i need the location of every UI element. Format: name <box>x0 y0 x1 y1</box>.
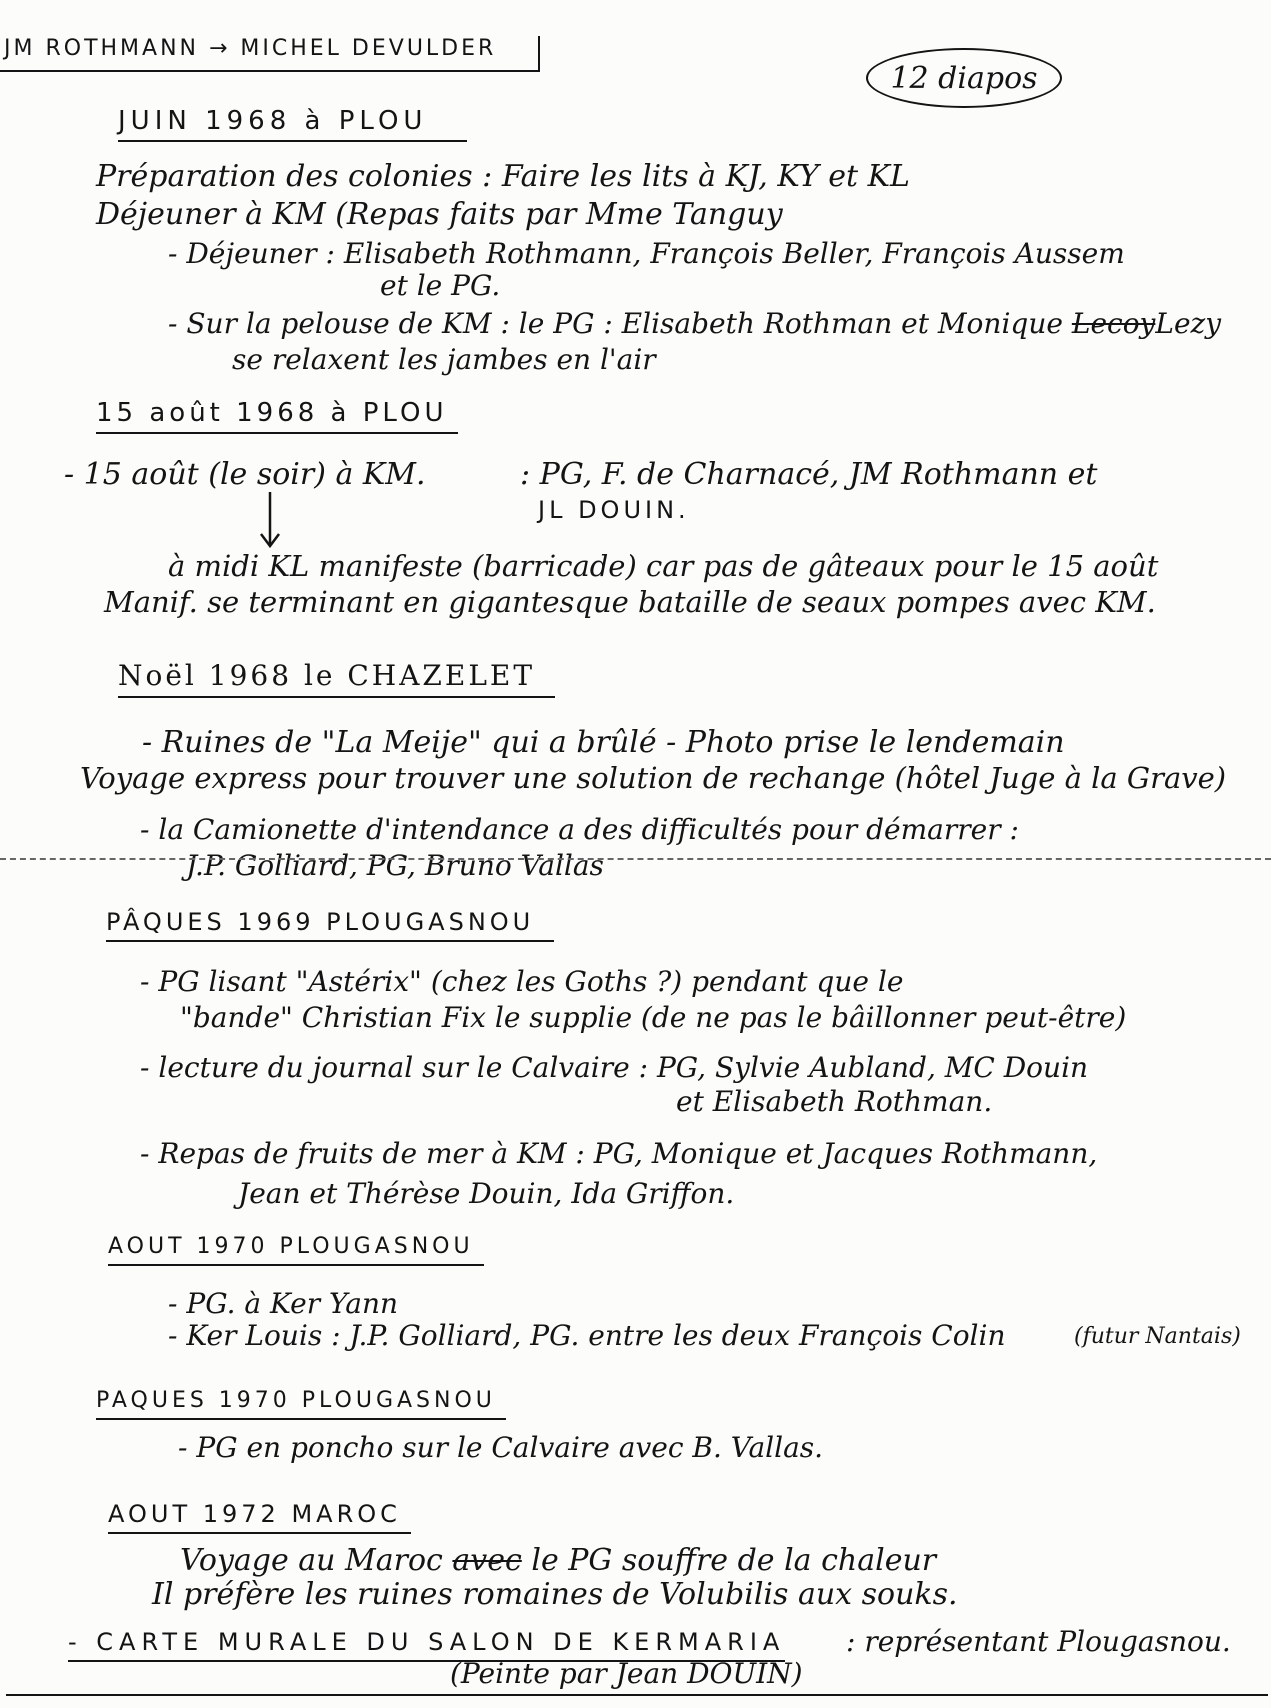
line: - lecture du journal sur le Calvaire : PG, Sylvie Aubland, MC Douin <box>140 1051 1089 1084</box>
header-title: JM ROTHMANN → MICHEL DEVULDER <box>4 36 497 61</box>
line: : PG, F. de Charnacé, JM Rothmann et <box>520 457 1098 492</box>
line: J.P. Golliard, PG, Bruno Vallas <box>186 849 604 882</box>
line: - 15 août (le soir) à KM. <box>64 457 426 492</box>
line: Jean et Thérèse Douin, Ida Griffon. <box>238 1177 735 1210</box>
line-text: le PG souffre de la chaleur <box>531 1543 937 1578</box>
line: Il préfère les ruines romaines de Volubilis aux souks. <box>152 1577 958 1612</box>
line-text: - Sur la pelouse de KM : le PG : Elisabeth Rothman et Monique <box>168 307 1063 340</box>
line: "bande" Christian Fix le supplie (de ne pas le bâillonner peut-être) <box>180 1001 1127 1034</box>
line: - Repas de fruits de mer à KM : PG, Monique et Jacques Rothmann, <box>140 1137 1098 1170</box>
line: : représentant Plougasnou. <box>846 1625 1231 1658</box>
line: - CARTE MURALE DU SALON DE KERMARIA <box>68 1630 785 1662</box>
section-title-noel-1968: Noël 1968 le CHAZELET <box>118 662 555 698</box>
section-title-15-aout-1968: 15 août 1968 à PLOU <box>96 400 458 434</box>
header-bracket <box>538 36 540 72</box>
line: Manif. se terminant en gigantesque bataille de seaux pompes avec KM. <box>104 585 1156 619</box>
section-title-aout-1972: AOUT 1972 MAROC <box>108 1502 411 1534</box>
line: - la Camionette d'intendance a des difficultés pour démarrer : <box>140 813 1019 846</box>
line: Déjeuner à KM (Repas faits par Mme Tanguy <box>96 197 783 232</box>
page-bottom-rule <box>6 1694 1268 1696</box>
correction-word: Lezy <box>1155 307 1222 340</box>
line: - PG. à Ker Yann <box>168 1287 399 1320</box>
line: - PG en poncho sur le Calvaire avec B. Vallas. <box>178 1431 824 1464</box>
line: - Ruines de "La Meije" qui a brûlé - Photo prise le lendemain <box>142 725 1065 760</box>
line: (Peinte par Jean DOUIN) <box>450 1657 803 1690</box>
line: (futur Nantais) <box>1074 1324 1241 1349</box>
line: Préparation des colonies : Faire les lits à KJ, KY et KL <box>96 159 910 194</box>
slide-count-label: 12 diapos <box>890 60 1038 96</box>
header-underline <box>0 70 540 72</box>
fold-mark <box>0 858 1271 860</box>
line: se relaxent les jambes en l'air <box>232 343 656 376</box>
line: - Ker Louis : J.P. Golliard, PG. entre les deux François Colin <box>168 1319 1006 1352</box>
line: et le PG. <box>380 269 501 302</box>
line: Voyage express pour trouver une solution de rechange (hôtel Juge à la Grave) <box>80 761 1227 795</box>
line <box>180 1543 937 1578</box>
line: JL DOUIN. <box>538 496 690 524</box>
section-title-paques-1970: PAQUES 1970 PLOUGASNOU <box>96 1390 506 1420</box>
line: à midi KL manifeste (barricade) car pas de gâteaux pour le 15 août <box>168 549 1159 583</box>
struck-word: Lecoy <box>1071 307 1156 340</box>
line-text: Voyage au Maroc <box>180 1543 443 1578</box>
section-title-aout-1970: AOUT 1970 PLOUGASNOU <box>108 1236 484 1266</box>
section-title-paques-1969: PÂQUES 1969 PLOUGASNOU <box>106 910 554 942</box>
slide-count-badge <box>866 48 1062 108</box>
section-title-juin-1968: JUIN 1968 à PLOU <box>118 108 467 142</box>
line: et Elisabeth Rothman. <box>676 1085 993 1118</box>
line: - PG lisant "Astérix" (chez les Goths ?) pendant que le <box>140 965 904 998</box>
line: - Déjeuner : Elisabeth Rothmann, François Beller, François Aussem <box>168 237 1125 270</box>
line <box>168 307 1222 340</box>
arrow-down-icon <box>258 490 282 550</box>
struck-word: avec <box>452 1543 522 1578</box>
